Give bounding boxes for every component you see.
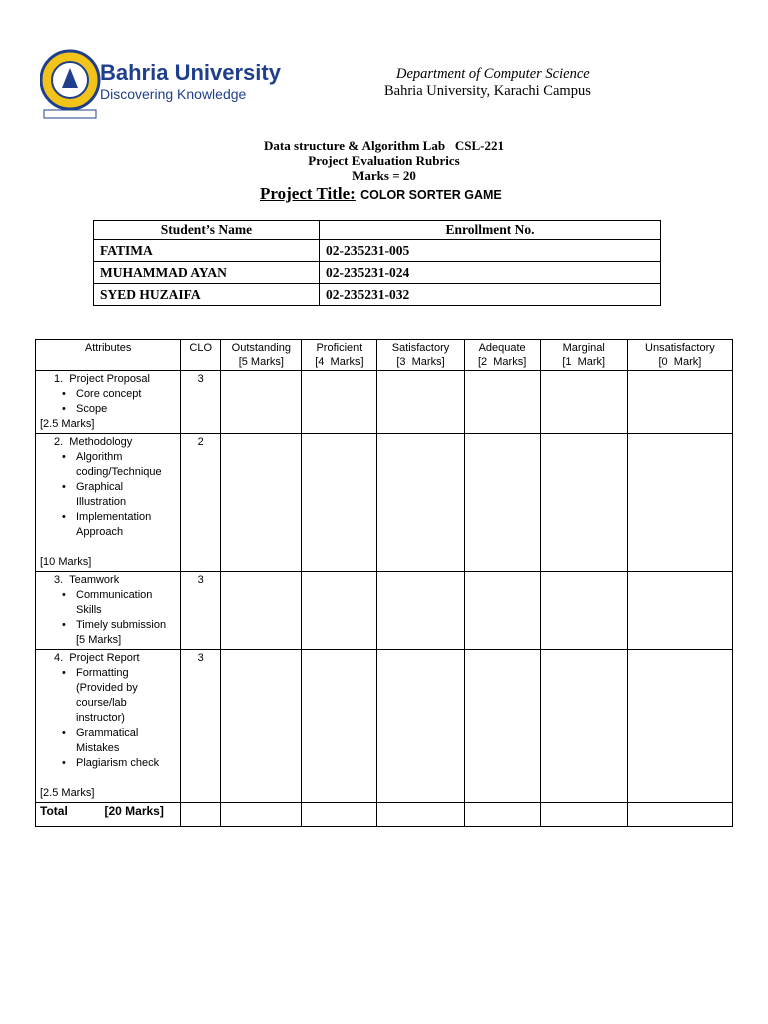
attribute-cell (36, 371, 181, 434)
score-cell[interactable] (464, 803, 540, 827)
project-title-value: COLOR SORTER GAME (360, 188, 502, 202)
marginal-header: Marginal [1 Mark] (540, 340, 627, 371)
student-name: FATIMA (94, 240, 320, 262)
clo-value: 3 (181, 371, 221, 434)
enrollment-no: 02-235231-032 (320, 284, 661, 306)
score-cell[interactable] (377, 572, 464, 650)
table-row (36, 572, 733, 650)
total-cell (36, 803, 181, 827)
total-label: Total (40, 804, 68, 818)
score-cell[interactable] (302, 434, 377, 572)
attribute-cell (36, 572, 181, 650)
score-cell[interactable] (377, 803, 464, 827)
score-cell[interactable] (377, 650, 464, 803)
outstanding-header: Outstanding [5 Marks] (221, 340, 302, 371)
table-row (36, 434, 733, 572)
student-name: SYED HUZAIFA (94, 284, 320, 306)
students-table (93, 220, 661, 306)
table-row (36, 650, 733, 803)
student-name-header: Student’s Name (94, 221, 320, 240)
score-cell[interactable] (627, 803, 732, 827)
list-item: • Timely submission (76, 618, 176, 633)
clo-value: 2 (181, 434, 221, 572)
attribute-cell (36, 650, 181, 803)
score-cell[interactable] (221, 650, 302, 803)
clo-header: CLO (181, 340, 221, 371)
score-cell[interactable] (540, 803, 627, 827)
score-cell[interactable] (464, 434, 540, 572)
attribute-title: 3. Teamwork (54, 574, 120, 586)
enrollment-no: 02-235231-005 (320, 240, 661, 262)
attribute-marks: [2.5 Marks] (40, 787, 95, 799)
attribute-marks: [2.5 Marks] (40, 418, 95, 430)
score-cell[interactable] (221, 803, 302, 827)
score-cell[interactable] (464, 371, 540, 434)
list-item: • Graphical Illustration (76, 480, 176, 510)
score-cell[interactable] (181, 803, 221, 827)
list-item: • Algorithm coding/Technique (76, 450, 176, 480)
score-cell[interactable] (540, 434, 627, 572)
total-row (36, 803, 733, 827)
score-cell[interactable] (464, 572, 540, 650)
logo-title: Bahria University (100, 60, 281, 85)
attribute-title: 2. Methodology (54, 436, 133, 448)
attribute-title: 4. Project Report (54, 652, 140, 664)
score-cell[interactable] (540, 572, 627, 650)
rubric-table (35, 339, 733, 827)
project-title (260, 184, 502, 204)
table-row (94, 262, 661, 284)
score-cell[interactable] (221, 572, 302, 650)
logo-subtitle: Discovering Knowledge (100, 86, 247, 102)
score-cell[interactable] (464, 650, 540, 803)
table-row (36, 371, 733, 434)
score-cell[interactable] (302, 371, 377, 434)
table-row (94, 240, 661, 262)
score-cell[interactable] (302, 572, 377, 650)
table-row (94, 284, 661, 306)
score-cell[interactable] (377, 371, 464, 434)
list-item: • Core concept (76, 387, 176, 402)
list-item: • Formatting (Provided by course/lab instructor) (76, 666, 176, 726)
satisfactory-header: Satisfactory [3 Marks] (377, 340, 464, 371)
list-item: • Grammatical Mistakes (76, 726, 176, 756)
total-marks-value: [20 Marks] (104, 804, 164, 818)
student-name: MUHAMMAD AYAN (94, 262, 320, 284)
score-cell[interactable] (627, 572, 732, 650)
total-marks: Marks = 20 (352, 168, 416, 183)
list-item: • Implementation Approach (76, 510, 176, 540)
clo-value: 3 (181, 572, 221, 650)
score-cell[interactable] (627, 371, 732, 434)
list-item: • Plagiarism check (76, 756, 176, 771)
attribute-marks: [10 Marks] (40, 556, 92, 568)
score-cell[interactable] (540, 371, 627, 434)
adequate-header: Adequate [2 Marks] (464, 340, 540, 371)
proficient-header: Proficient [4 Marks] (302, 340, 377, 371)
enrollment-header: Enrollment No. (320, 221, 661, 240)
score-cell[interactable] (627, 434, 732, 572)
enrollment-no: 02-235231-024 (320, 262, 661, 284)
list-item: • Scope (76, 402, 176, 417)
attribute-marks: [5 Marks] (76, 634, 122, 646)
project-title-label: Project Title: (260, 184, 356, 203)
department-name: Department of Computer Science (396, 66, 590, 82)
score-cell[interactable] (627, 650, 732, 803)
score-cell[interactable] (540, 650, 627, 803)
attribute-title: 1. Project Proposal (54, 373, 150, 385)
clo-value: 3 (181, 650, 221, 803)
attributes-header: Attributes (36, 340, 181, 371)
score-cell[interactable] (221, 371, 302, 434)
attribute-cell (36, 434, 181, 572)
campus-name: Bahria University, Karachi Campus (384, 83, 591, 99)
document-title: Project Evaluation Rubrics (308, 153, 460, 168)
score-cell[interactable] (377, 434, 464, 572)
score-cell[interactable] (221, 434, 302, 572)
course-title: Data structure & Algorithm Lab CSL-221 (264, 138, 504, 153)
list-item: • Communication Skills (76, 588, 176, 618)
score-cell[interactable] (302, 803, 377, 827)
unsatisfactory-header: Unsatisfactory [0 Mark] (627, 340, 732, 371)
score-cell[interactable] (302, 650, 377, 803)
